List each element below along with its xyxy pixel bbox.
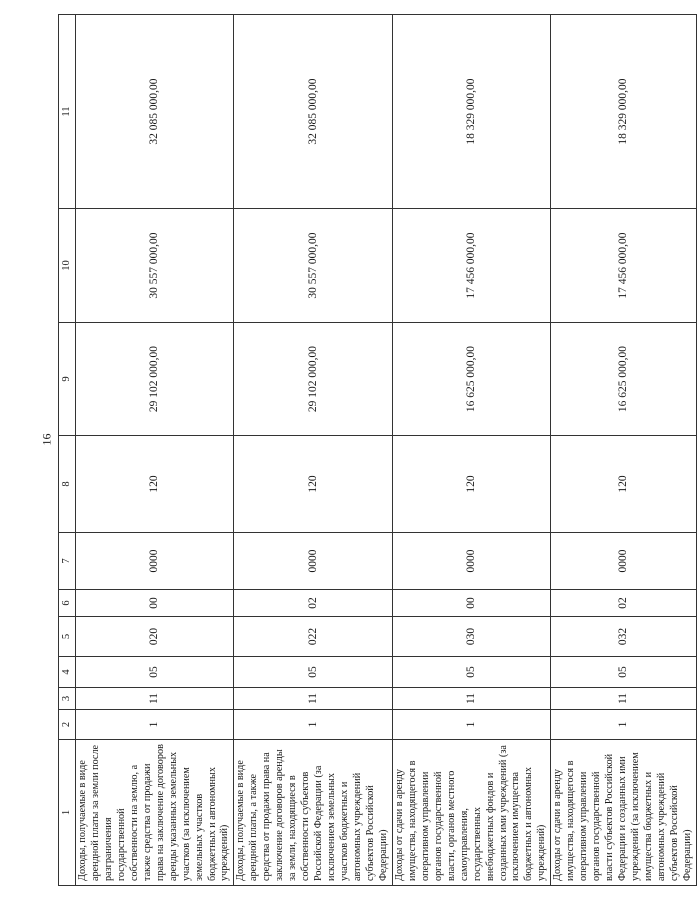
col-header-9: 9: [59, 323, 76, 436]
cell-c4: 05: [551, 657, 696, 688]
cell-c5: 022: [234, 617, 392, 657]
cell-c8: 120: [392, 436, 550, 533]
cell-c7: 0000: [392, 533, 550, 590]
table-row: [76, 15, 234, 886]
cell-c9: 29 102 000,00: [234, 323, 392, 436]
cell-c11: 18 329 000,00: [551, 15, 696, 209]
cell-c6: 00: [392, 590, 550, 617]
cell-c8: 120: [76, 436, 234, 533]
col-header-11: 11: [59, 15, 76, 209]
table-row: [392, 15, 550, 886]
col-header-6: 6: [59, 590, 76, 617]
col-header-2: 2: [59, 710, 76, 740]
cell-c10: 30 557 000,00: [76, 209, 234, 323]
cell-c2: 1: [551, 710, 696, 740]
page-number: 16: [39, 433, 54, 446]
cell-c2: 1: [76, 710, 234, 740]
cell-c10: 17 456 000,00: [551, 209, 696, 323]
cell-c5: 020: [76, 617, 234, 657]
row-description: Доходы от сдачи в аренду имущества, находящегося в оперативном управлении органов государственной власти, органов местного самоуправления, государственных внебюджетных фондов и созданных ими учреждений (за исключением имущества бюджетных и автономных учреждений): [392, 740, 550, 886]
table-row: [234, 15, 392, 886]
cell-c3: 11: [234, 688, 392, 710]
row-description: Доходы, получаемые в виде арендной платы, а также средства от продажи права на заключение договоров аренды за земли, находящиеся в собственности субъектов Российской Федерации (за исключением земельных участков бюджетных и автономных учреждений субъектов Российской Федерации): [234, 740, 392, 886]
cell-c7: 0000: [551, 533, 696, 590]
cell-c10: 30 557 000,00: [234, 209, 392, 323]
col-header-10: 10: [59, 209, 76, 323]
col-header-8: 8: [59, 436, 76, 533]
cell-c7: 0000: [234, 533, 392, 590]
cell-c5: 030: [392, 617, 550, 657]
cell-c9: 16 625 000,00: [551, 323, 696, 436]
row-description: Доходы от сдачи в аренду имущества, находящегося в оперативном управлении органов государственной власти субъектов Российской Федерации и созданных ими учреждений (за исключением имущества бюджетных и автономных учреждений субъектов Российской Федерации): [551, 740, 696, 886]
table-row: [551, 15, 696, 886]
cell-c11: 32 085 000,00: [234, 15, 392, 209]
cell-c11: 18 329 000,00: [392, 15, 550, 209]
cell-c8: 120: [234, 436, 392, 533]
revenue-table: [58, 14, 697, 886]
cell-c4: 05: [392, 657, 550, 688]
col-header-4: 4: [59, 657, 76, 688]
cell-c4: 05: [234, 657, 392, 688]
cell-c3: 11: [392, 688, 550, 710]
col-header-7: 7: [59, 533, 76, 590]
cell-c4: 05: [76, 657, 234, 688]
cell-c3: 11: [76, 688, 234, 710]
row-description: Доходы, получаемые в виде арендной платы за земли после разграничения государственной собственности на землю, а также средства от продажи права на заключение договоров аренды указанных земельных участков (за исключением земельных участков бюджетных и автономных учреждений): [76, 740, 234, 886]
cell-c2: 1: [234, 710, 392, 740]
cell-c9: 16 625 000,00: [392, 323, 550, 436]
cell-c5: 032: [551, 617, 696, 657]
cell-c2: 1: [392, 710, 550, 740]
cell-c6: 00: [76, 590, 234, 617]
col-header-5: 5: [59, 617, 76, 657]
cell-c8: 120: [551, 436, 696, 533]
cell-c9: 29 102 000,00: [76, 323, 234, 436]
col-header-3: 3: [59, 688, 76, 710]
column-number-row: [59, 15, 76, 886]
cell-c11: 32 085 000,00: [76, 15, 234, 209]
cell-c6: 02: [234, 590, 392, 617]
col-header-1: 1: [59, 740, 76, 886]
cell-c6: 02: [551, 590, 696, 617]
cell-c10: 17 456 000,00: [392, 209, 550, 323]
cell-c3: 11: [551, 688, 696, 710]
cell-c7: 0000: [76, 533, 234, 590]
